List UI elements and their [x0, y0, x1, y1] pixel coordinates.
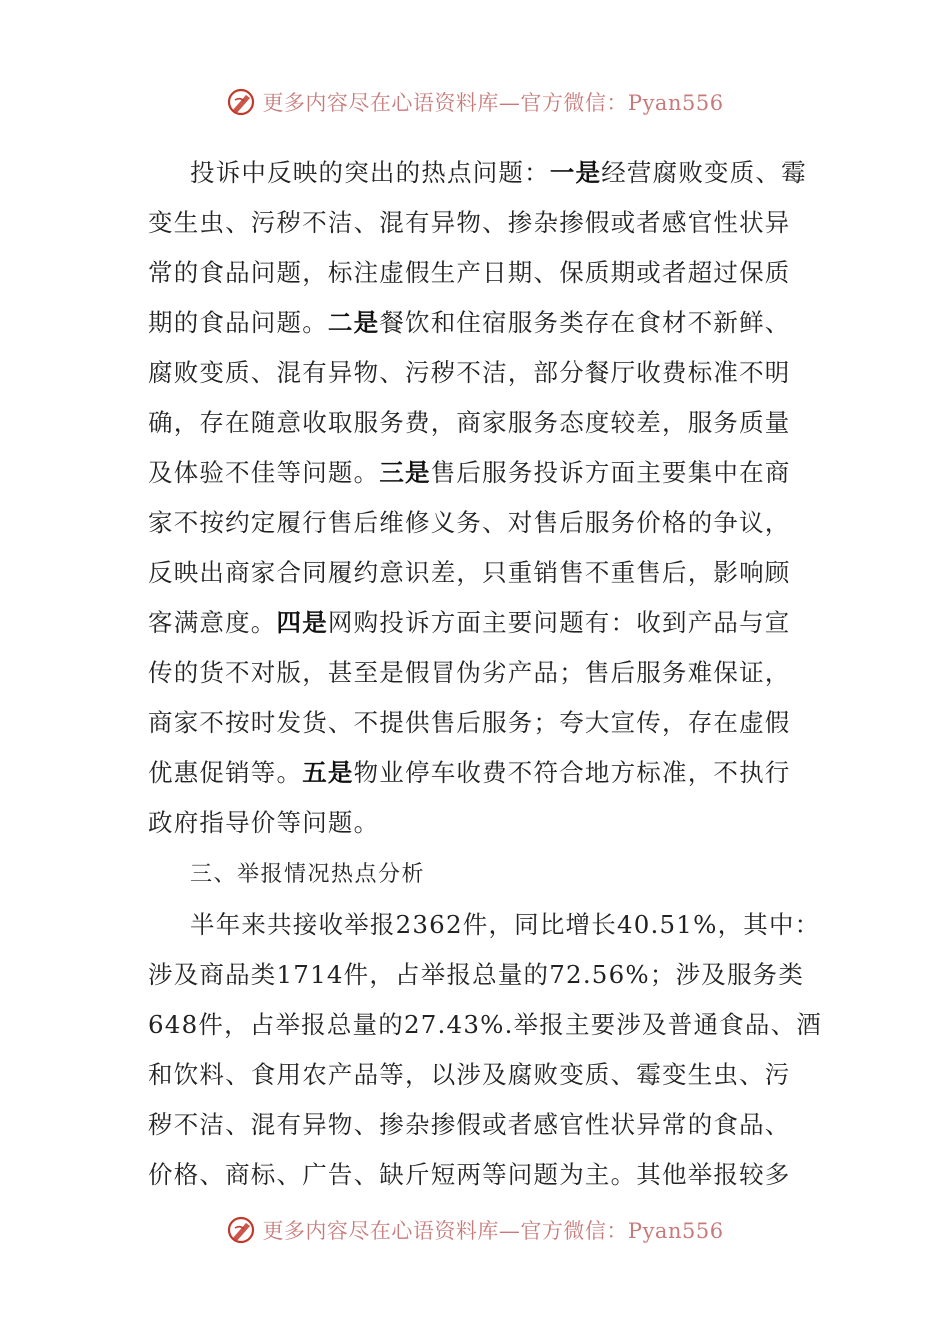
paragraph-line — [190, 148, 807, 198]
text-run: 商家不按时发货、不提供售后服务；夸大宣传，存在虚假 — [148, 708, 791, 737]
text-run: 售后服务投诉方面主要集中在商 — [430, 458, 791, 487]
text-run: 客满意度。 — [148, 608, 277, 637]
text-run: 常的食品问题，标注虚假生产日期、保质期或者超过保质 — [148, 258, 791, 287]
paragraph-line — [148, 1000, 822, 1050]
paragraph-line — [190, 900, 820, 950]
text-run: 优惠促销等。 — [148, 758, 303, 787]
paragraph-line — [148, 248, 791, 298]
paragraph-line — [148, 298, 791, 348]
paragraph-line — [148, 648, 791, 698]
paragraph-line — [148, 748, 791, 798]
paragraph-line — [148, 598, 791, 648]
bold-label: 二是 — [327, 308, 380, 337]
watermark-text: 更多内容尽在心语资料库—官方微信：Pyan556 — [262, 91, 724, 115]
text-run: 家不按约定履行售后维修义务、对售后服务价格的争议， — [148, 508, 791, 537]
paragraph-line — [148, 1150, 791, 1200]
text-run: 政府指导价等问题。 — [148, 808, 380, 837]
text-run: 变生虫、污秽不洁、混有异物、掺杂掺假或者感官性状异 — [148, 208, 791, 237]
bold-label: 四是 — [276, 608, 328, 637]
text-run: 确，存在随意收取服务费，商家服务态度较差，服务质量 — [148, 408, 791, 437]
paragraph-line — [148, 798, 379, 848]
text-run: 反映出商家合同履约意识差，只重销售不重售后，影响顾 — [148, 558, 791, 587]
watermark-banner-top — [0, 84, 950, 120]
paragraph-line — [148, 698, 791, 748]
text-run: 秽不洁、混有异物、掺杂掺假或者感官性状异常的食品、 — [148, 1110, 791, 1139]
text-run: 三、举报情况热点分析 — [190, 862, 426, 887]
paragraph-line — [148, 448, 791, 498]
text-run: 价格、商标、广告、缺斤短两等问题为主。其他举报较多 — [148, 1160, 791, 1189]
watermark-banner-bottom — [0, 1212, 950, 1248]
paragraph-line — [148, 1050, 791, 1100]
text-run: 期的食品问题。 — [148, 308, 328, 337]
text-run: 及体验不佳等问题。 — [148, 458, 380, 487]
watermark-text: 更多内容尽在心语资料库—官方微信：Pyan556 — [262, 1219, 724, 1243]
text-run: 传的货不对版，甚至是假冒伪劣产品；售后服务难保证， — [148, 658, 791, 687]
bold-label: 一是 — [549, 158, 602, 187]
section-heading — [190, 850, 425, 900]
text-run: 涉及商品类1714件，占举报总量的72.56%；涉及服务类 — [148, 960, 805, 989]
text-run: 半年来共接收举报2362件，同比增长40.51%，其中： — [190, 910, 821, 939]
text-run: 投诉中反映的突出的热点问题： — [190, 158, 550, 187]
paragraph-line — [148, 198, 791, 248]
text-run: 经营腐败变质、霉 — [601, 158, 807, 187]
bold-label: 三是 — [379, 458, 431, 487]
pen-nib-logo-icon — [226, 1215, 256, 1245]
text-run: 和饮料、食用农产品等，以涉及腐败变质、霉变生虫、污 — [148, 1060, 791, 1089]
paragraph-line — [148, 1100, 791, 1150]
text-run: 腐败变质、混有异物、污秽不洁，部分餐厅收费标准不明 — [148, 358, 791, 387]
paragraph-line — [148, 348, 791, 398]
paragraph-line — [148, 498, 791, 548]
paragraph-line — [148, 398, 791, 448]
paragraph-line — [148, 950, 804, 1000]
text-run: 物业停车收费不符合地方标准，不执行 — [353, 758, 791, 787]
pen-nib-logo-icon — [226, 87, 256, 117]
bold-label: 五是 — [302, 758, 354, 787]
paragraph-line — [148, 548, 791, 598]
text-run: 648件，占举报总量的27.43%.举报主要涉及普通食品、酒 — [148, 1010, 822, 1039]
text-run: 网购投诉方面主要问题有：收到产品与宣 — [327, 608, 791, 637]
text-run: 餐饮和住宿服务类存在食材不新鲜、 — [379, 308, 791, 337]
